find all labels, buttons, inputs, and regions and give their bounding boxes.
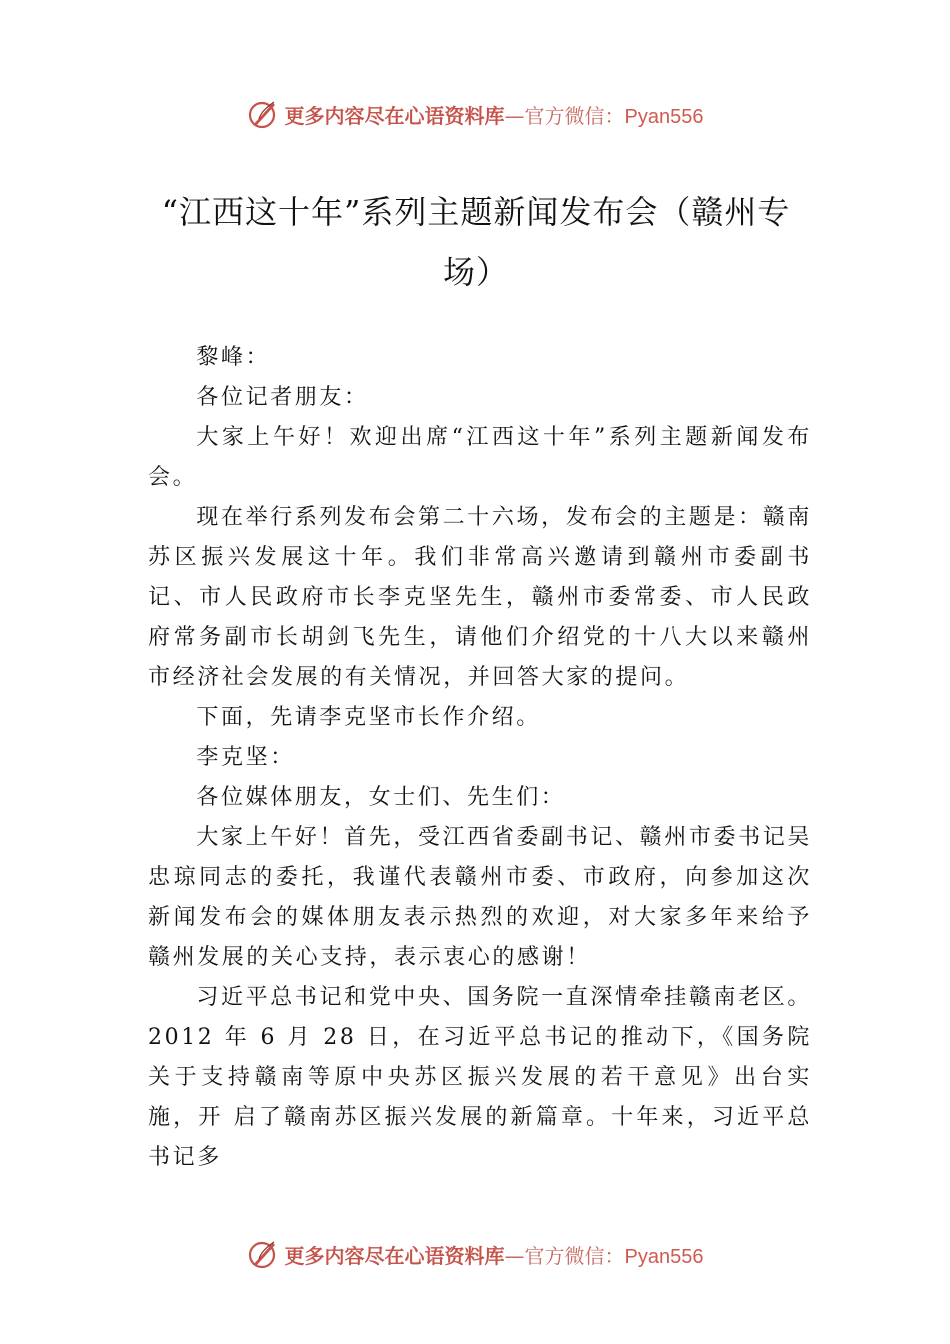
banner-text: [285, 1240, 704, 1269]
banner-wechat-id: Pyan556: [624, 105, 704, 128]
quill-pen-icon: [247, 98, 279, 130]
paragraph: 李克坚：: [196, 745, 295, 770]
paragraph: 各位记者朋友：: [196, 385, 369, 410]
paragraph: 黎峰：: [196, 345, 271, 370]
document-body: [148, 338, 812, 1178]
paragraph: 各位媒体朋友，女士们、先生们：: [196, 785, 566, 810]
paragraph: 大家上午好！欢迎出席“江西这十年”系列主题新闻发布会。: [148, 425, 812, 490]
paragraph: 习近平总书记和党中央、国务院一直深情牵挂赣南老区。2012 年 6 月 28 日，在习近平总书记的推动下，《国务院关于支持赣南等原中央苏区振兴发展的若干意见》出台实施，开 启了赣南苏区振兴发展的新篇章。十年来，习近平总书记多: [148, 985, 812, 1170]
banner-separator: —: [504, 103, 525, 128]
footer-banner: [0, 1234, 950, 1274]
banner-title: 更多内容尽在心语资料库: [284, 1243, 505, 1268]
paragraph: 大家上午好！首先，受江西省委副书记、赣州市委书记吴忠琼同志的委托，我谨代表赣州市委、市政府，向参加这次新闻发布会的媒体朋友表示热烈的欢迎，对大家多年来给予赣州发展的关心支持，表示衷心的感谢！: [148, 825, 812, 970]
banner-separator: —: [504, 1243, 525, 1268]
banner-text: [285, 100, 704, 129]
paragraph: 现在举行系列发布会第二十六场，发布会的主题是：赣南苏区振兴发展这十年。我们非常高兴邀请到赣州市委副书记、市人民政府市长李克坚先生，赣州市委常委、市人民政府常务副市长胡剑飞先生，请他们介绍党的十八大以来赣州市经济社会发展的有关情况，并回答大家的提问。: [148, 505, 812, 690]
quill-pen-icon: [247, 1238, 279, 1270]
document-title: “江西这十年”系列主题新闻发布会（赣州专场）: [161, 193, 791, 291]
banner-wechat-label: 官方微信：: [524, 103, 625, 128]
banner-title: 更多内容尽在心语资料库: [284, 103, 505, 128]
paragraph: 下面，先请李克坚市长作介绍。: [196, 705, 541, 730]
header-banner: [0, 94, 950, 134]
banner-wechat-id: Pyan556: [624, 1245, 704, 1268]
banner-wechat-label: 官方微信：: [524, 1243, 625, 1268]
